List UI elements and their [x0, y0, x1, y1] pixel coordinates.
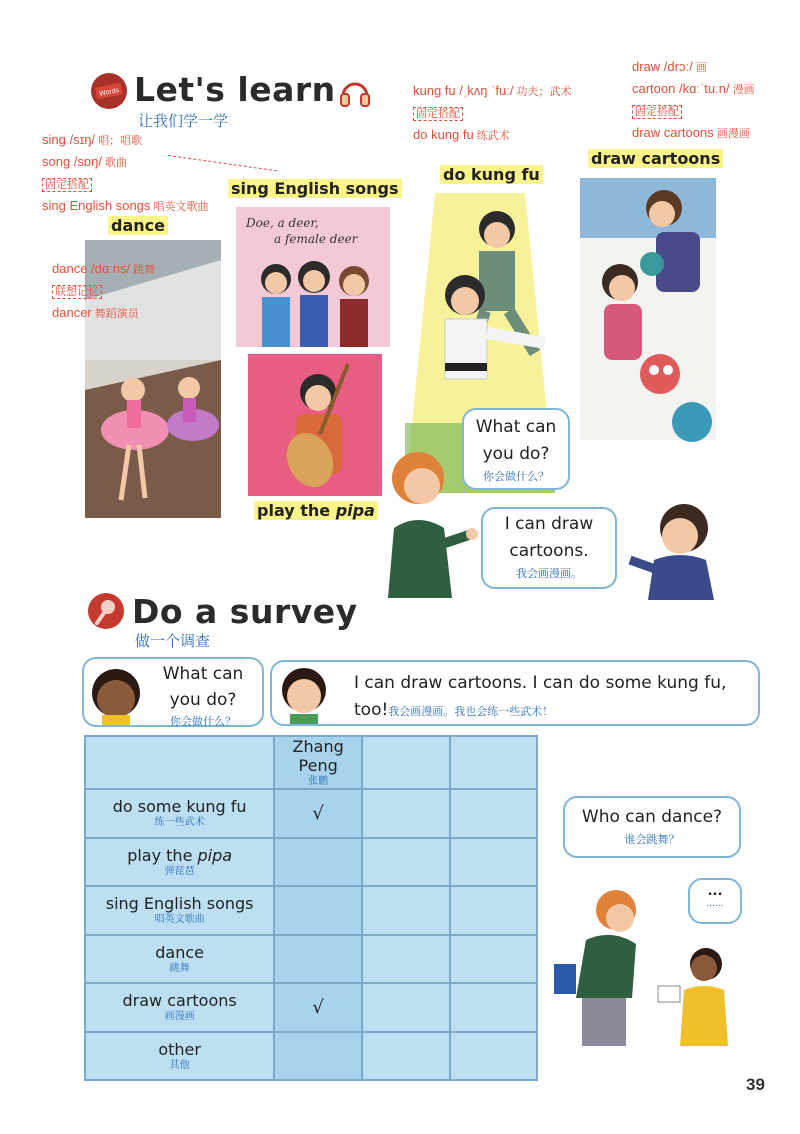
check-cell[interactable] [274, 886, 362, 935]
label-play-the-pipa: play the pipa [254, 501, 378, 521]
table-corner-cell [85, 736, 274, 789]
vocab-sing: sing /sɪŋ/ 唱；唱歌 song /sɒŋ/ 歌曲 固定搭配 sing English songs 唱英文歌曲 [42, 132, 209, 213]
do-a-survey-title: Do a survey [132, 592, 358, 631]
activity-cell: play the pipa 弹琵琶 [85, 838, 274, 887]
activity-cell: other 其他 [85, 1032, 274, 1081]
pipa-illustration [248, 354, 382, 496]
boy-avatar [88, 667, 144, 725]
check-cell[interactable] [450, 935, 537, 984]
check-cell[interactable] [274, 983, 362, 1032]
check-cell[interactable] [450, 789, 537, 838]
teacher-asking-figure [546, 888, 656, 1046]
check-cell[interactable] [274, 935, 362, 984]
check-cell[interactable] [362, 935, 449, 984]
check-cell[interactable] [450, 838, 537, 887]
table-row [85, 935, 537, 984]
sing-illustration [236, 207, 390, 347]
activity-cell: draw cartoons 画漫画 [85, 983, 274, 1032]
lets-learn-title: Let's learn [134, 70, 336, 109]
check-cell[interactable] [362, 838, 449, 887]
song-lyric-text: Doe, a deer, a female deer [246, 216, 358, 246]
check-cell[interactable] [450, 983, 537, 1032]
who-can-dance-bubble: Who can dance? 谁会跳舞？ [563, 796, 741, 858]
check-cell[interactable] [274, 1032, 362, 1081]
check-cell[interactable] [274, 838, 362, 887]
do-a-survey-subtitle: 做一个调查 [135, 633, 211, 650]
girl-avatar [276, 666, 332, 724]
boy-with-notebook-figure [656, 946, 734, 1046]
check-cell[interactable] [450, 886, 537, 935]
table-header-row [85, 736, 537, 789]
i-can-draw-bubble: I can draw cartoons. 我会画漫画。 [481, 507, 617, 589]
vocab-dance: dance /dɑːns/ 跳舞 联想记忆 dancer 舞蹈演员 [52, 261, 156, 320]
name-cell-empty[interactable] [362, 736, 449, 789]
table-row [85, 789, 537, 838]
label-do-kung-fu: do kung fu [440, 165, 543, 185]
headphones-icon [338, 76, 372, 108]
words-badge-text: Words [98, 86, 120, 98]
words-badge-icon [90, 72, 128, 110]
activity-cell: sing English songs 唱英文歌曲 [85, 886, 274, 935]
table-row [85, 886, 537, 935]
check-cell[interactable] [362, 1032, 449, 1081]
page-number: 39 [746, 1075, 765, 1094]
table-row [85, 838, 537, 887]
lets-learn-subtitle: 让我们学一学 [138, 113, 229, 130]
label-dance: dance [108, 216, 168, 236]
check-cell[interactable] [274, 789, 362, 838]
label-sing-english-songs: sing English songs [228, 179, 402, 199]
reply-dots-bubble: ... ...... [688, 878, 742, 924]
survey-answer-box: I can draw cartoons. I can do some kung fu, too!我会画漫画。我也会练一些武术！ [270, 660, 760, 726]
survey-table [84, 735, 538, 1081]
check-cell[interactable] [362, 886, 449, 935]
check-cell[interactable] [362, 789, 449, 838]
survey-question-box: What can you do? 你会做什么？ [82, 657, 264, 727]
dance-illustration [52, 240, 221, 518]
draw-cartoons-illustration [580, 178, 716, 440]
activity-cell: dance 跳舞 [85, 935, 274, 984]
table-row [85, 983, 537, 1032]
check-mark: √ [312, 802, 324, 824]
check-mark: √ [312, 996, 324, 1018]
vocab-draw: draw /drɔː/ 画 cartoon /kɑːˈtuːn/ 漫画 固定搭配 draw cartoons 画漫画 [632, 59, 755, 140]
check-cell[interactable] [362, 983, 449, 1032]
table-row [85, 1032, 537, 1081]
what-can-you-do-bubble: What can you do? 你会做什么？ [462, 408, 570, 490]
microphone-icon [86, 591, 126, 631]
vocab-kung-fu: kung fu /ˌkʌŋ ˈfuː/ 功夫；武术 固定搭配 do kung fu 练武术 [413, 83, 572, 142]
name-cell-zhang-peng: Zhang Peng 张鹏 [274, 736, 362, 789]
boy-figure [624, 498, 720, 600]
check-cell[interactable] [450, 1032, 537, 1081]
activity-cell: do some kung fu 练一些武术 [85, 789, 274, 838]
name-cell-empty[interactable] [450, 736, 537, 789]
label-draw-cartoons: draw cartoons [588, 149, 723, 169]
